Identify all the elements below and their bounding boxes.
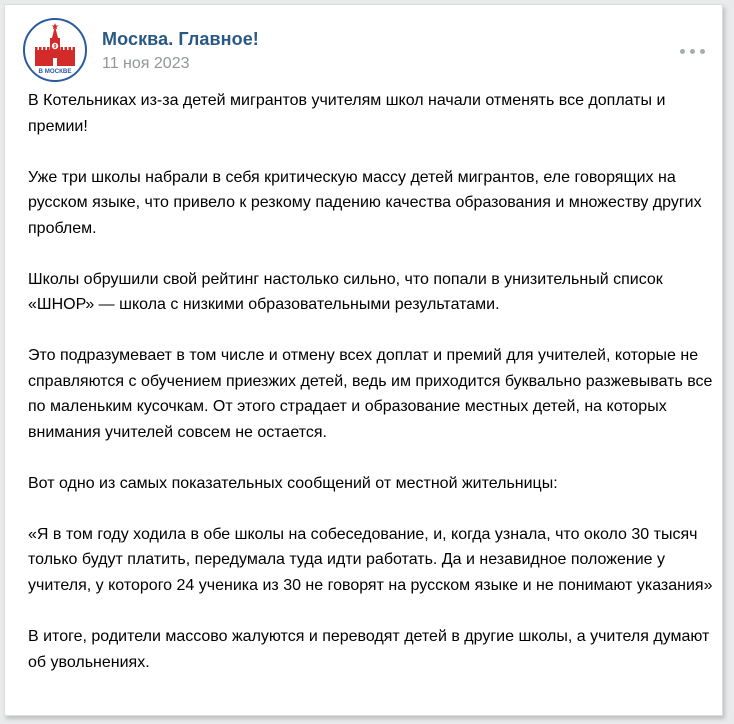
avatar[interactable]: [23, 18, 87, 82]
more-dot: [690, 49, 695, 54]
post-date[interactable]: 11 ноя 2023: [102, 55, 190, 72]
post-card: [4, 4, 723, 716]
more-dot: [680, 49, 685, 54]
post-author[interactable]: Москва. Главное!: [102, 29, 259, 49]
post-paragraph: Школы обрушили свой рейтинг настолько сильно, что попали в унизительный список «ШНОР» — школа с низкими образовательными результатами.: [28, 270, 663, 314]
avatar-caption: В МОСКВЕ: [38, 68, 72, 75]
post-paragraph: Уже три школы набрали в себя критическую массу детей мигрантов, еле говорящих на русском языке, что привело к резкому падению качества образования и множеству других проблем.: [28, 168, 702, 237]
more-dot: [700, 49, 705, 54]
more-dots-icon[interactable]: [680, 46, 706, 56]
post-text: [28, 88, 718, 675]
post-paragraph: В итоге, родители массово жалуются и переводят детей в другие школы, а учителя думают об увольнениях.: [28, 628, 710, 671]
kremlin-tower-logo-icon: [25, 20, 85, 80]
avatar-number: 9: [53, 44, 57, 51]
post-header: [23, 18, 706, 82]
post-paragraph: В Котельниках из-за детей мигрантов учителям школ начали отменять все доплаты и премии!: [28, 92, 666, 135]
post-paragraph: Это подразумевает в том числе и отмену всех доплат и премий для учителей, которые не справляются с обучением приезжих детей, ведь им приходится буквально разжевывать все по маленьким кусочкам. От этого страдает и образование местных детей, на которых внимания учителей совсем не остается.: [28, 347, 713, 441]
post-paragraph: Вот одно из самых показательных сообщений от местной жительницы:: [28, 474, 558, 492]
post-paragraph: «Я в том году ходила в обе школы на собеседование, и, когда узнала, что около 30 тысяч только будут платить, передумала туда идти работать. Да и незавидное положение у учителя, у которого 24 ученика из 30 не говорят на русском языке и не понимают указания»: [28, 525, 713, 594]
